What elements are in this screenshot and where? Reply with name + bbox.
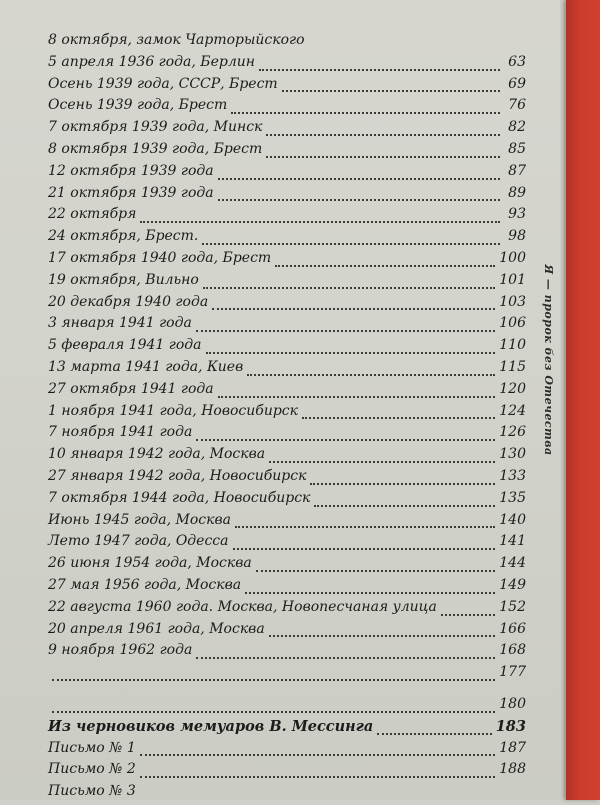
- toc-entry-label: 8 октября, замок Чарторыйского: [48, 32, 305, 48]
- toc-entry-page-number: 106: [499, 315, 526, 332]
- toc-entry-page-number: 103: [499, 293, 526, 310]
- toc-entry-page-number: 110: [499, 337, 526, 354]
- toc-entry-page-number: 93: [508, 206, 526, 223]
- toc-entry-page-number: 180: [499, 695, 526, 712]
- running-head: Я — пророк без Отечества: [542, 264, 555, 456]
- dot-leader: [266, 155, 500, 158]
- toc-entry-page-number: 69: [508, 75, 526, 92]
- toc-entry-page-number: 141: [499, 533, 526, 550]
- toc-entry: [48, 294, 526, 316]
- toc-entry-page-number: 187: [499, 739, 526, 756]
- toc-entry: [48, 761, 526, 783]
- dot-leader: [259, 68, 500, 71]
- dot-leader: [218, 177, 500, 180]
- toc-entry: [48, 76, 526, 98]
- toc-entry: [48, 272, 526, 294]
- toc-entry-label: 27 января 1942 года, Новосибирск: [48, 467, 307, 484]
- book-cover-spine: [566, 0, 600, 800]
- toc-entry-label: 13 марта 1941 года, Киев: [48, 358, 244, 375]
- toc-entry-label: 3 января 1941 года: [48, 315, 192, 332]
- toc-entry: [48, 577, 526, 599]
- dot-leader: [245, 591, 495, 594]
- toc-entry: [48, 642, 526, 664]
- toc-entry: [48, 783, 526, 805]
- table-of-contents: [48, 32, 526, 805]
- toc-entry: [48, 424, 526, 446]
- toc-entry-label: 7 ноября 1941 года: [48, 424, 193, 441]
- toc-entry-page-number: 120: [499, 380, 526, 397]
- toc-entry-page-number: 130: [499, 446, 526, 463]
- toc-entry-label: 20 декабря 1940 года: [48, 293, 209, 310]
- dot-leader: [235, 525, 495, 528]
- toc-entry-label: Лето 1947 года, Одесса: [48, 533, 229, 550]
- toc-entry-label: 21 октября 1939 года: [48, 184, 214, 201]
- toc-entry-page-number: 85: [508, 140, 526, 157]
- toc-entry-label: 20 апреля 1961 года, Москва: [48, 620, 265, 637]
- dot-leader: [269, 634, 496, 637]
- toc-entry-label: 1 ноября 1941 года, Новосибирск: [48, 402, 299, 419]
- dot-leader: [202, 242, 500, 245]
- toc-entry-label: Из черновиков мемуаров В. Мессинга: [48, 717, 374, 735]
- toc-entry-page-number: 63: [508, 53, 526, 70]
- toc-entry-label: 26 июня 1954 года, Москва: [48, 555, 252, 572]
- toc-entry: [48, 32, 526, 54]
- toc-entry-page-number: 133: [499, 467, 526, 484]
- dot-leader: [310, 482, 495, 485]
- dot-leader: [218, 198, 500, 201]
- toc-entry-label: 9 ноября 1962 года: [48, 642, 193, 659]
- toc-entry: [48, 163, 526, 185]
- toc-entry-page-number: 135: [499, 489, 526, 506]
- toc-entry: [48, 337, 526, 359]
- dot-leader: [52, 678, 495, 681]
- toc-entry: [48, 228, 526, 250]
- toc-entry: [48, 533, 526, 555]
- dot-leader: [256, 569, 496, 572]
- toc-entry: [48, 250, 526, 272]
- toc-entry: [48, 141, 526, 163]
- toc-entry: [48, 555, 526, 577]
- toc-entry-page-number: 87: [508, 162, 526, 179]
- toc-entry-label: 7 октября 1944 года, Новосибирск: [48, 489, 311, 506]
- toc-entry-page-number: 188: [499, 761, 526, 778]
- dot-leader: [203, 286, 495, 289]
- toc-entry-label: 5 февраля 1941 года: [48, 337, 202, 354]
- toc-entry: [48, 54, 526, 76]
- dot-leader: [233, 547, 496, 550]
- dot-leader: [218, 395, 496, 398]
- toc-entry-page-number: 76: [508, 97, 526, 114]
- toc-entry-label: 22 октября: [48, 206, 137, 223]
- toc-entry: [48, 97, 526, 119]
- toc-entry-page-number: 124: [499, 402, 526, 419]
- toc-entry-label: Письмо № 2: [48, 761, 136, 778]
- toc-entry-label: 5 апреля 1936 года, Берлин: [48, 53, 255, 70]
- dot-leader: [377, 732, 491, 735]
- toc-entry: [48, 359, 526, 381]
- toc-entry-label: 17 октября 1940 года, Брест: [48, 249, 272, 266]
- toc-entry: [48, 740, 526, 762]
- dot-leader: [314, 504, 495, 507]
- toc-entry: [48, 381, 526, 403]
- dot-leader: [140, 753, 495, 756]
- toc-entry-label: Осень 1939 года, Брест: [48, 97, 228, 114]
- toc-entry: [48, 185, 526, 207]
- dot-leader: [212, 307, 495, 310]
- toc-entry-page-number: 82: [508, 119, 526, 136]
- toc-entry-label: 8 октября 1939 года, Брест: [48, 140, 263, 157]
- toc-entry-page-number: 89: [508, 184, 526, 201]
- toc-entry: [48, 718, 526, 740]
- toc-entry-page-number: 177: [499, 664, 526, 681]
- dot-leader: [196, 438, 495, 441]
- toc-entry-page-number: 183: [495, 717, 526, 735]
- toc-entry: [48, 119, 526, 141]
- toc-entry-label: 12 октября 1939 года: [48, 162, 214, 179]
- dot-leader: [196, 656, 495, 659]
- toc-entry-page-number: 144: [499, 555, 526, 572]
- dot-leader: [302, 416, 495, 419]
- dot-leader: [269, 460, 495, 463]
- toc-entry-page-number: 126: [499, 424, 526, 441]
- dot-leader: [247, 373, 495, 376]
- toc-entry-label: Письмо № 3: [48, 783, 136, 800]
- toc-entry-page-number: 100: [499, 249, 526, 266]
- section-gap: [48, 686, 526, 696]
- toc-entry-label: Июнь 1945 года, Москва: [48, 511, 231, 528]
- dot-leader: [231, 111, 500, 114]
- dot-leader: [52, 710, 495, 713]
- toc-entry-label: 19 октября, Вильно: [48, 271, 199, 288]
- toc-entry-page-number: 149: [499, 576, 526, 593]
- toc-entry-label: 7 октября 1939 года, Минск: [48, 119, 263, 136]
- toc-entry-page-number: 98: [508, 228, 526, 245]
- toc-entry: [48, 446, 526, 468]
- toc-entry: [48, 599, 526, 621]
- toc-entry: [48, 512, 526, 534]
- toc-entry-label: 22 августа 1960 года. Москва, Новопесчаная улица: [48, 598, 437, 615]
- dot-leader: [196, 329, 495, 332]
- toc-entry-page-number: 115: [499, 358, 526, 375]
- toc-entry-label: Осень 1939 года, СССР, Брест: [48, 75, 278, 92]
- toc-entry: [48, 403, 526, 425]
- toc-entry: [48, 468, 526, 490]
- dot-leader: [140, 775, 495, 778]
- toc-entry-page-number: 140: [499, 511, 526, 528]
- toc-entry-page-number: 168: [499, 642, 526, 659]
- dot-leader: [140, 220, 500, 223]
- toc-entry: [48, 206, 526, 228]
- toc-entry-label: 10 января 1942 года, Москва: [48, 446, 266, 463]
- toc-entry-label: 27 мая 1956 года, Москва: [48, 576, 242, 593]
- dot-leader: [309, 48, 500, 49]
- dot-leader: [275, 264, 495, 267]
- dot-leader: [441, 613, 495, 616]
- toc-entry: [48, 621, 526, 643]
- toc-entry: [48, 490, 526, 512]
- toc-entry-label: Письмо № 1: [48, 739, 136, 756]
- toc-entry: [48, 696, 526, 718]
- dot-leader: [282, 89, 500, 92]
- toc-entry-page-number: 152: [499, 598, 526, 615]
- toc-entry-label: 27 октября 1941 года: [48, 380, 214, 397]
- toc-entry-page-number: 101: [499, 271, 526, 288]
- toc-entry-page-number: 166: [499, 620, 526, 637]
- toc-entry-label: 24 октября, Брест.: [48, 228, 199, 245]
- toc-entry: [48, 664, 526, 686]
- toc-entry: [48, 315, 526, 337]
- dot-leader: [206, 351, 496, 354]
- dot-leader: [266, 133, 500, 136]
